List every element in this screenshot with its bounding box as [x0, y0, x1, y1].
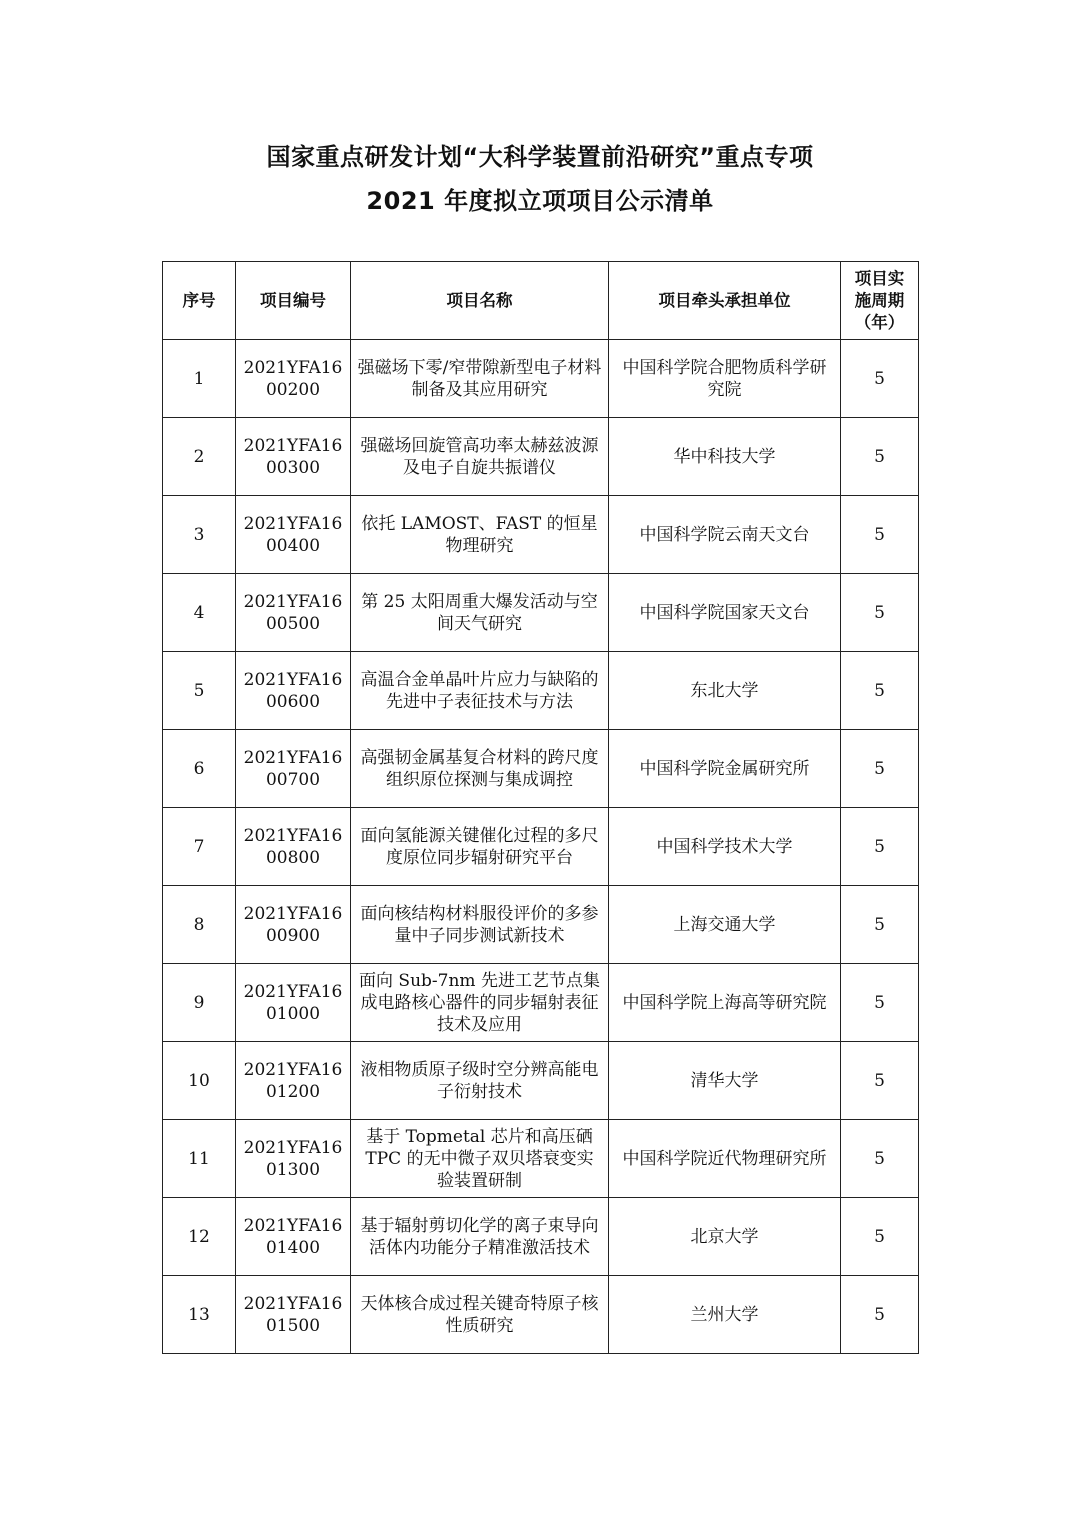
cell-project-name: 基于 Topmetal 芯片和高压硒 TPC 的无中微子双贝塔衰变实验装置研制	[351, 1120, 609, 1198]
cell-code-line: 00300	[265, 457, 321, 478]
cell-lead-unit: 中国科学院金属研究所	[609, 730, 841, 808]
cell-project-name: 基于辐射剪切化学的离子束导向活体内功能分子精准激活技术	[351, 1198, 609, 1276]
table-row	[163, 418, 919, 496]
header-period	[841, 262, 919, 340]
cell-no: 5	[163, 652, 236, 730]
cell-project-name: 液相物质原子级时空分辨高能电子衍射技术	[351, 1042, 609, 1120]
cell-no: 4	[163, 574, 236, 652]
table-row	[163, 340, 919, 418]
cell-code-line: 2021YFA16	[243, 1215, 343, 1236]
table-row	[163, 730, 919, 808]
header-no: 序号	[163, 262, 236, 340]
cell-code-line: 2021YFA16	[243, 669, 343, 690]
header-name: 项目名称	[351, 262, 609, 340]
cell-lead-unit: 兰州大学	[609, 1276, 841, 1354]
cell-code-line: 2021YFA16	[243, 825, 343, 846]
cell-code-line: 01000	[265, 1003, 321, 1024]
cell-code-line: 2021YFA16	[243, 1059, 343, 1080]
cell-lead-unit: 东北大学	[609, 652, 841, 730]
cell-code-line: 2021YFA16	[243, 903, 343, 924]
cell-no: 11	[163, 1120, 236, 1198]
project-table	[162, 261, 919, 1354]
cell-code	[236, 1042, 351, 1120]
cell-no: 3	[163, 496, 236, 574]
cell-code-line: 2021YFA16	[243, 747, 343, 768]
cell-period: 5	[841, 1120, 919, 1198]
cell-code	[236, 574, 351, 652]
cell-project-name: 依托 LAMOST、FAST 的恒星物理研究	[351, 496, 609, 574]
cell-project-name: 面向氢能源关键催化过程的多尺度原位同步辐射研究平台	[351, 808, 609, 886]
cell-project-name: 强磁场回旋管高功率太赫兹波源及电子自旋共振谱仪	[351, 418, 609, 496]
cell-lead-unit: 清华大学	[609, 1042, 841, 1120]
table-row	[163, 964, 919, 1042]
table-row	[163, 652, 919, 730]
cell-period: 5	[841, 1042, 919, 1120]
cell-code-line: 00600	[265, 691, 321, 712]
table-row	[163, 1276, 919, 1354]
cell-lead-unit: 中国科学院国家天文台	[609, 574, 841, 652]
cell-code-line: 01400	[265, 1237, 321, 1258]
header-period-line: 项目实	[854, 268, 905, 288]
cell-period: 5	[841, 1198, 919, 1276]
header-period-line: （年）	[854, 312, 905, 332]
cell-period: 5	[841, 496, 919, 574]
cell-project-name: 面向 Sub-7nm 先进工艺节点集成电路核心器件的同步辐射表征技术及应用	[351, 964, 609, 1042]
cell-code-line: 01300	[265, 1159, 321, 1180]
table-row	[163, 808, 919, 886]
cell-code	[236, 1198, 351, 1276]
cell-code-line: 2021YFA16	[243, 1293, 343, 1314]
cell-code-line: 00200	[265, 379, 321, 400]
cell-code	[236, 652, 351, 730]
cell-code-line: 01500	[265, 1315, 321, 1336]
cell-code	[236, 1120, 351, 1198]
cell-period: 5	[841, 730, 919, 808]
cell-project-name: 第 25 太阳周重大爆发活动与空间天气研究	[351, 574, 609, 652]
table-header-row	[163, 262, 919, 340]
cell-code	[236, 340, 351, 418]
cell-period: 5	[841, 808, 919, 886]
cell-code	[236, 730, 351, 808]
cell-code	[236, 418, 351, 496]
cell-code-line: 00900	[265, 925, 321, 946]
cell-project-name: 天体核合成过程关键奇特原子核性质研究	[351, 1276, 609, 1354]
cell-no: 2	[163, 418, 236, 496]
cell-period: 5	[841, 652, 919, 730]
table-row	[163, 496, 919, 574]
cell-no: 6	[163, 730, 236, 808]
cell-lead-unit: 中国科学院上海高等研究院	[609, 964, 841, 1042]
cell-no: 12	[163, 1198, 236, 1276]
table-row	[163, 1198, 919, 1276]
cell-lead-unit: 上海交通大学	[609, 886, 841, 964]
cell-no: 10	[163, 1042, 236, 1120]
cell-code	[236, 886, 351, 964]
cell-code-line: 00400	[265, 535, 321, 556]
table-row	[163, 1042, 919, 1120]
table-row	[163, 574, 919, 652]
cell-code-line: 00700	[265, 769, 321, 790]
cell-code-line: 2021YFA16	[243, 357, 343, 378]
cell-code	[236, 496, 351, 574]
document-title: 国家重点研发计划“大科学装置前沿研究”重点专项	[266, 143, 814, 171]
cell-lead-unit: 中国科学院合肥物质科学研究院	[609, 340, 841, 418]
cell-period: 5	[841, 574, 919, 652]
cell-period: 5	[841, 418, 919, 496]
cell-no: 7	[163, 808, 236, 886]
cell-code-line: 2021YFA16	[243, 981, 343, 1002]
cell-code-line: 00800	[265, 847, 321, 868]
cell-project-name: 高强韧金属基复合材料的跨尺度组织原位探测与集成调控	[351, 730, 609, 808]
cell-project-name: 面向核结构材料服役评价的多参量中子同步测试新技术	[351, 886, 609, 964]
header-code: 项目编号	[236, 262, 351, 340]
cell-period: 5	[841, 964, 919, 1042]
cell-period: 5	[841, 340, 919, 418]
cell-code-line: 2021YFA16	[243, 1137, 343, 1158]
cell-no: 1	[163, 340, 236, 418]
cell-no: 9	[163, 964, 236, 1042]
cell-code-line: 2021YFA16	[243, 435, 343, 456]
cell-lead-unit: 中国科学院云南天文台	[609, 496, 841, 574]
document-subtitle: 2021 年度拟立项项目公示清单	[366, 187, 714, 215]
cell-code-line: 2021YFA16	[243, 591, 343, 612]
table-row	[163, 1120, 919, 1198]
cell-period: 5	[841, 886, 919, 964]
cell-lead-unit: 北京大学	[609, 1198, 841, 1276]
cell-code-line: 00500	[265, 613, 321, 634]
cell-lead-unit: 中国科学技术大学	[609, 808, 841, 886]
cell-project-name: 高温合金单晶叶片应力与缺陷的先进中子表征技术与方法	[351, 652, 609, 730]
cell-lead-unit: 华中科技大学	[609, 418, 841, 496]
header-period-line: 施周期	[854, 290, 905, 310]
cell-period: 5	[841, 1276, 919, 1354]
table-row	[163, 886, 919, 964]
cell-lead-unit: 中国科学院近代物理研究所	[609, 1120, 841, 1198]
cell-code	[236, 964, 351, 1042]
cell-code-line: 01200	[265, 1081, 321, 1102]
cell-no: 13	[163, 1276, 236, 1354]
header-unit: 项目牵头承担单位	[609, 262, 841, 340]
cell-no: 8	[163, 886, 236, 964]
cell-code	[236, 1276, 351, 1354]
cell-code	[236, 808, 351, 886]
cell-project-name: 强磁场下零/窄带隙新型电子材料制备及其应用研究	[351, 340, 609, 418]
cell-code-line: 2021YFA16	[243, 513, 343, 534]
